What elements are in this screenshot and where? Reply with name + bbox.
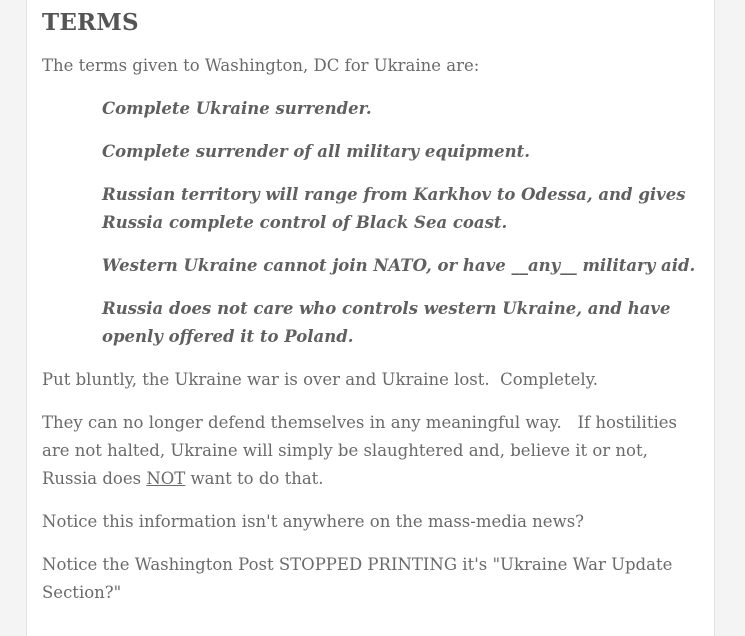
defend-text-after: want to do that. bbox=[185, 469, 324, 488]
term-item: Russian territory will range from Karkhov to Odessa, and gives Russia complete control of Black Sea coast. bbox=[102, 185, 686, 232]
emphasis-not: NOT bbox=[146, 469, 186, 488]
terms-list bbox=[42, 95, 702, 351]
intro-paragraph: The terms given to Washington, DC for Ukraine are: bbox=[42, 56, 480, 75]
term-item: Complete surrender of all military equipment. bbox=[102, 142, 530, 161]
term-item: Western Ukraine cannot join NATO, or have __any__ military aid. bbox=[102, 256, 696, 275]
article-content bbox=[42, 8, 702, 622]
bluntly-paragraph: Put bluntly, the Ukraine war is over and Ukraine lost. Completely. bbox=[42, 370, 598, 389]
article-card bbox=[26, 0, 715, 636]
term-item: Complete Ukraine surrender. bbox=[102, 99, 372, 118]
term-item: Russia does not care who controls western Ukraine, and have openly offered it to Poland. bbox=[102, 299, 671, 346]
defend-text-before: They can no longer defend themselves in any meaningful way. If hostilities are not halted, Ukraine will simply be slaughtered and, believe it or not, Russia does bbox=[42, 413, 683, 488]
defend-paragraph bbox=[42, 409, 702, 493]
notice-paragraph-1: Notice this information isn't anywhere on the mass-media news? bbox=[42, 512, 585, 531]
notice-paragraph-2: Notice the Washington Post STOPPED PRINTING it's "Ukraine War Update Section?" bbox=[42, 555, 673, 602]
section-heading: TERMS bbox=[42, 9, 139, 36]
